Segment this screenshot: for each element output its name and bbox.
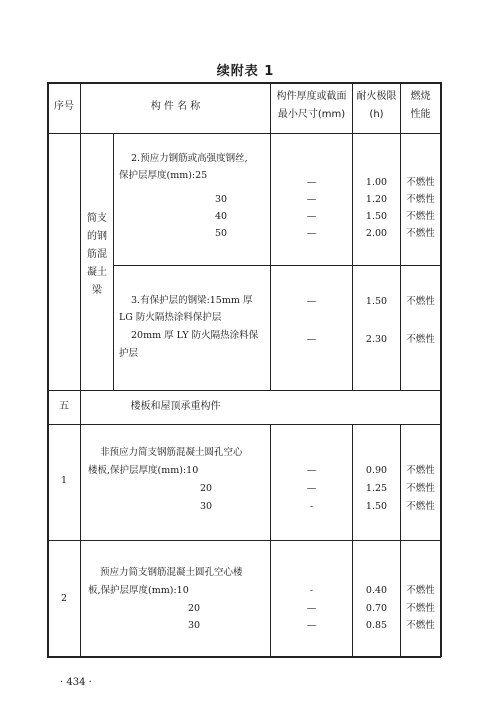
item3-text-line2: LG 防火隔热涂料保护层: [119, 312, 222, 323]
item3-text-line1: 3.有保护层的钢梁:15mm 厚: [131, 295, 253, 306]
section4-bottom-border: [47, 390, 441, 391]
table-left-border: [47, 82, 49, 657]
item3-text-line3: 20mm 厚 LY 防火隔热涂料保: [131, 330, 259, 341]
item2-text-line1: 2.预应力钢筋或高强度钢丝,: [131, 153, 248, 164]
fire-value: 0.40: [365, 585, 388, 596]
size-value: —: [306, 483, 317, 494]
row1-thickness: 20: [200, 483, 213, 494]
comb-value: 不燃性: [406, 194, 435, 205]
size-value: —: [306, 228, 317, 239]
comb-value: 不燃性: [406, 177, 435, 188]
item2-text-line2: 保护层厚度(mm):25: [119, 170, 208, 181]
comb-value: 不燃性: [406, 483, 435, 494]
row2-no: 2: [60, 593, 68, 604]
header-comb-line2: 性能: [410, 109, 431, 120]
section5-bottom-border: [47, 424, 441, 425]
comb-value: 不燃性: [406, 620, 435, 631]
comb-value: 不燃性: [406, 334, 435, 345]
row1-no: 1: [60, 475, 68, 486]
header-bottom-border: [47, 133, 441, 134]
table-right-border: [440, 82, 442, 657]
row1-bottom-border: [47, 540, 441, 541]
comb-value: 不燃性: [406, 228, 435, 239]
row1-thickness: 30: [200, 501, 213, 512]
col-divider-category: [113, 133, 114, 390]
fire-value: 1.25: [365, 483, 388, 494]
table-bottom-border: [47, 656, 441, 658]
comb-value: 不燃性: [406, 603, 435, 614]
header-name: 构 件 名 称: [150, 101, 201, 112]
row2-thickness: 20: [188, 603, 201, 614]
fire-value: 1.00: [365, 177, 388, 188]
fire-value: 0.70: [365, 603, 388, 614]
item2-thickness: 30: [215, 194, 228, 205]
comb-value: 不燃性: [406, 465, 435, 476]
row1-text-line2: 楼板,保护层厚度(mm):10: [88, 465, 199, 476]
size-value: —: [306, 177, 317, 188]
size-value: -: [309, 585, 314, 596]
comb-value: 不燃性: [406, 296, 435, 307]
fire-value: 1.20: [365, 194, 388, 205]
table-title: 续附表 1: [216, 64, 275, 79]
size-value: —: [306, 620, 317, 631]
fire-value: 1.50: [365, 501, 388, 512]
row2-text-line2: 板,保护层厚度(mm):10: [88, 585, 189, 596]
section5-no: 五: [59, 401, 69, 412]
size-value: —: [306, 465, 317, 476]
comb-value: 不燃性: [406, 501, 435, 512]
header-no: 序号: [54, 101, 74, 112]
page-number: · 434 ·: [60, 677, 92, 688]
fire-value: 2.30: [365, 334, 388, 345]
category-label: 简支的钢筋混凝土梁: [87, 213, 107, 296]
item3-text-line4: 护层: [119, 348, 139, 359]
comb-value: 不燃性: [406, 585, 435, 596]
header-fire-line2: (h): [369, 109, 384, 120]
row2-text-line1: 预应力简支钢筋混凝土圆孔空心楼: [100, 567, 243, 578]
size-value: —: [306, 194, 317, 205]
comb-value: 不燃性: [406, 211, 435, 222]
header-fire-line1: 耐火极限: [356, 91, 397, 102]
fire-value: 0.90: [365, 465, 388, 476]
fire-value: 1.50: [365, 296, 388, 307]
size-value: —: [306, 603, 317, 614]
row1-text-line1: 非预应力简支钢筋混凝土圆孔空心: [100, 447, 243, 458]
size-value: —: [306, 296, 317, 307]
item2-bottom-border: [113, 265, 441, 266]
fire-value: 1.50: [365, 211, 388, 222]
size-value: —: [306, 334, 317, 345]
size-value: —: [306, 211, 317, 222]
size-value: -: [309, 501, 314, 512]
item2-thickness: 40: [215, 211, 228, 222]
header-size-line2: 最小尺寸(mm): [277, 109, 346, 120]
table-top-border: [47, 82, 441, 84]
section5-title: 楼板和屋顶承重构件: [130, 401, 221, 412]
fire-value: 0.85: [365, 620, 388, 631]
col-divider-no: [80, 82, 81, 657]
header-size-line1: 构件厚度或截面: [276, 91, 347, 102]
fire-value: 2.00: [365, 228, 388, 239]
row2-thickness: 30: [188, 620, 201, 631]
item2-thickness: 50: [215, 228, 228, 239]
header-comb-line1: 燃烧: [410, 91, 431, 102]
